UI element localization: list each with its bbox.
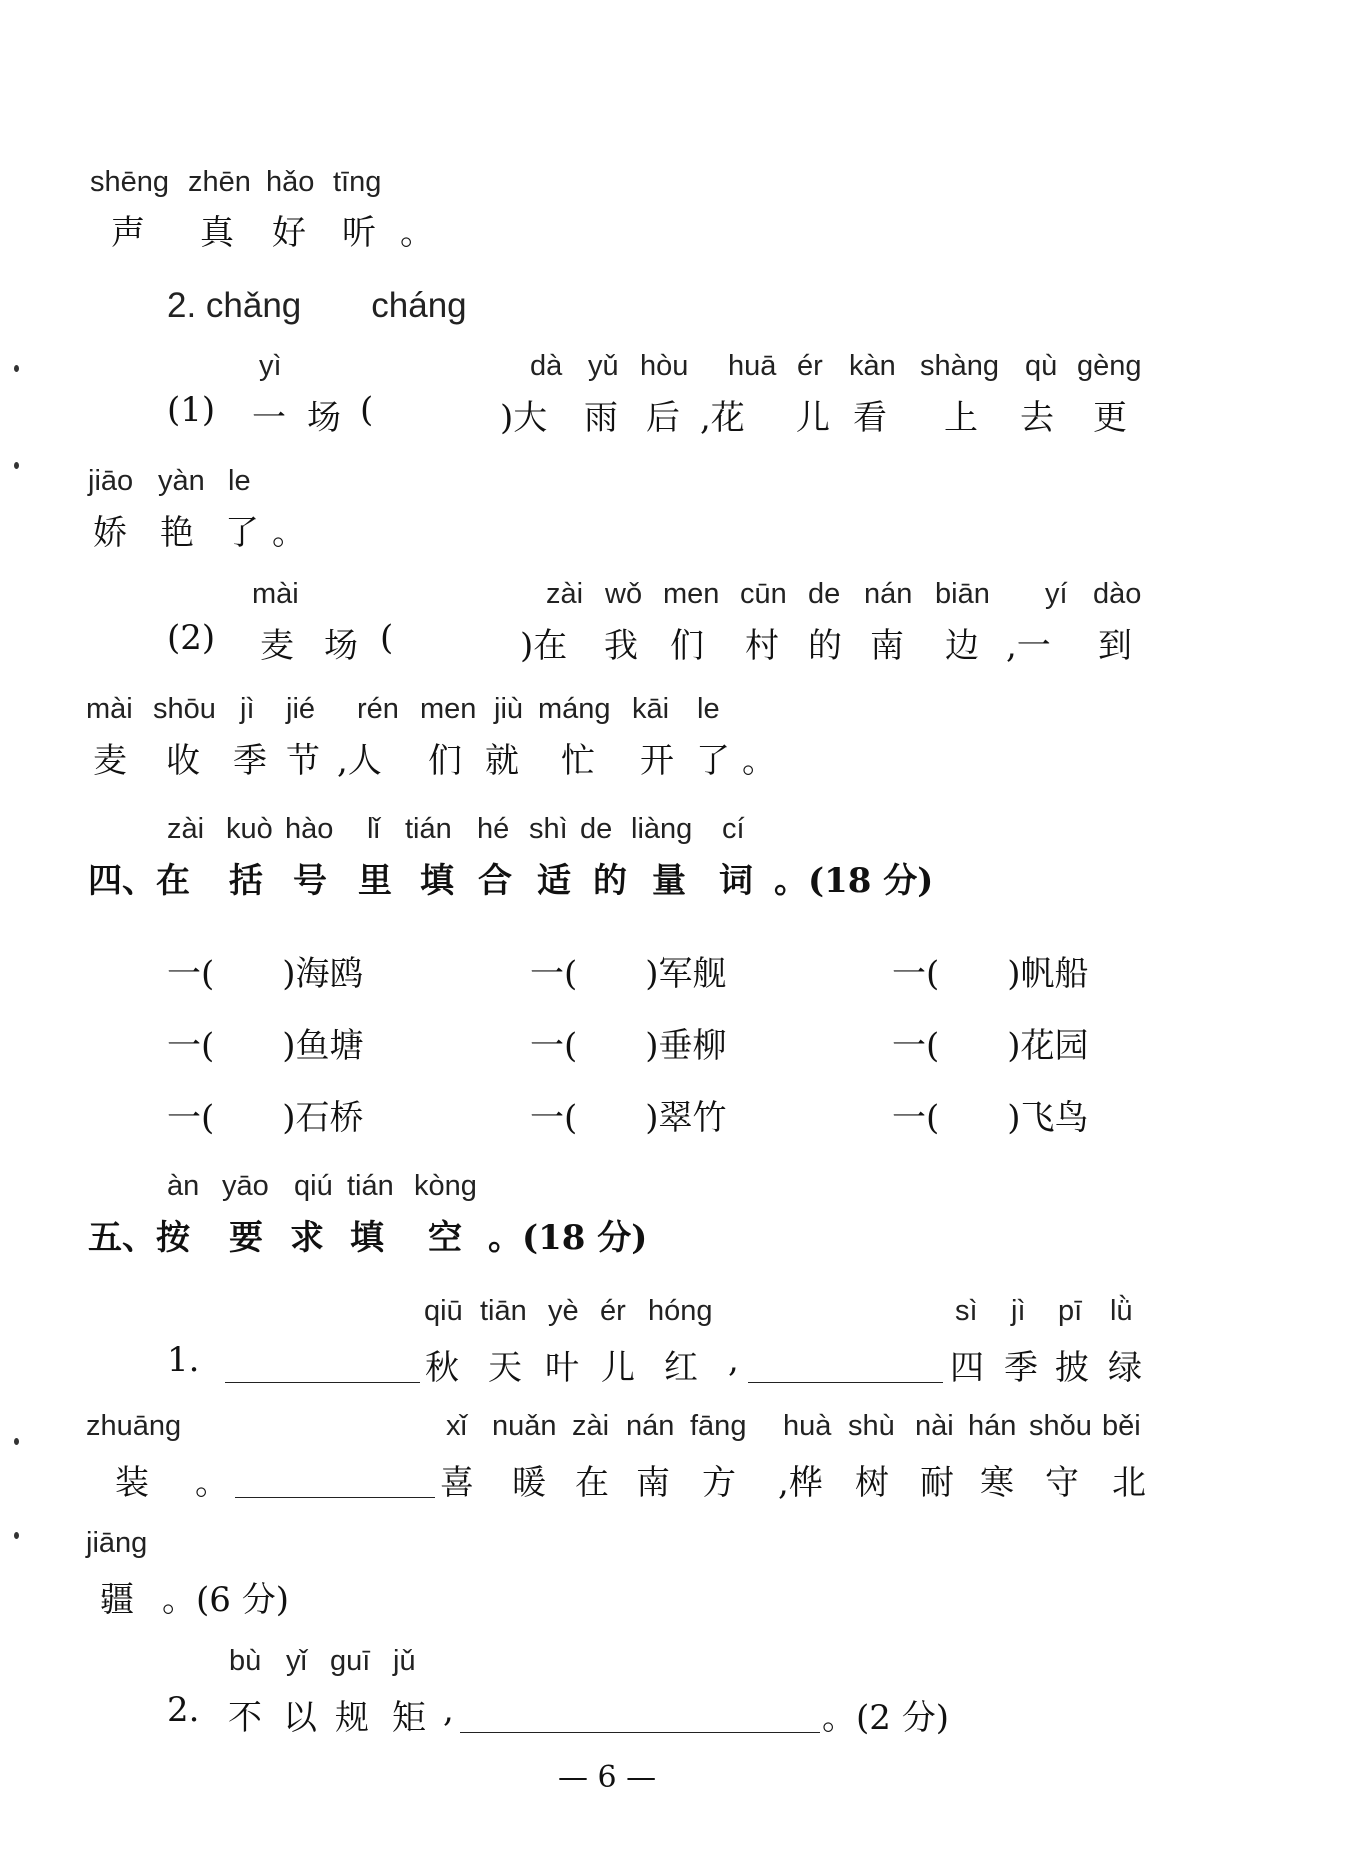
pinyin: bù	[229, 1645, 262, 1677]
pinyin: shēng	[90, 166, 170, 198]
hanzi: 看	[853, 398, 887, 438]
pinyin: hóng	[648, 1295, 713, 1327]
pinyin: yǔ	[588, 350, 619, 382]
pinyin: hǎo	[266, 166, 315, 198]
answer-blank[interactable]	[748, 1382, 943, 1383]
hanzi: 雨	[584, 398, 618, 438]
hanzi: 边	[945, 626, 979, 666]
pinyin: hòu	[640, 350, 689, 382]
hanzi: 节	[286, 741, 320, 781]
hanzi: 在	[575, 1463, 609, 1503]
pinyin: shàng	[920, 350, 1000, 382]
pinyin: pī	[1058, 1295, 1083, 1327]
section-title: 量	[652, 861, 686, 901]
hanzi: 绿	[1108, 1348, 1142, 1388]
pinyin: fāng	[690, 1410, 747, 1442]
pinyin: yè	[548, 1295, 579, 1327]
hanzi: ,	[443, 1690, 454, 1730]
pinyin: xǐ	[446, 1410, 467, 1442]
pinyin: àn	[167, 1170, 200, 1202]
pinyin: huā	[728, 350, 777, 382]
pinyin: biān	[935, 578, 990, 610]
hanzi: 树	[855, 1463, 889, 1503]
section-title: 里	[358, 861, 392, 901]
hanzi: 天	[488, 1348, 522, 1388]
hanzi: 就	[485, 741, 519, 781]
pinyin: men	[663, 578, 720, 610]
pinyin: shōu	[153, 693, 216, 725]
pinyin: nán	[626, 1410, 675, 1442]
section-title: 号	[293, 861, 327, 901]
pinyin: hé	[477, 813, 510, 845]
pinyin: huà	[783, 1410, 832, 1442]
score: 。(2 分)	[822, 1698, 949, 1738]
hanzi: 好	[272, 213, 306, 253]
hanzi: 秋	[425, 1348, 459, 1388]
answer-blank[interactable]	[235, 1497, 435, 1498]
hanzi: 去	[1020, 398, 1054, 438]
section-title: 的	[593, 861, 627, 901]
hanzi: 后	[646, 398, 680, 438]
hanzi: 红	[664, 1348, 698, 1388]
measure-word-item: 一( )石桥	[167, 1098, 364, 1138]
hanzi: 南	[870, 626, 904, 666]
pinyin: jié	[286, 693, 316, 725]
section-title: 合	[478, 861, 512, 901]
pinyin: zài	[572, 1410, 610, 1442]
section-title: 求	[290, 1218, 324, 1258]
pinyin: yì	[259, 350, 282, 382]
hanzi: 暖	[512, 1463, 546, 1503]
hanzi: 收	[166, 741, 200, 781]
hanzi: 了	[696, 741, 730, 781]
pinyin: guī	[330, 1645, 371, 1677]
hanzi: ,花	[700, 398, 745, 438]
hanzi: 更	[1093, 398, 1127, 438]
pinyin: tián	[347, 1170, 394, 1202]
pinyin: shì	[529, 813, 568, 845]
hanzi: 方	[702, 1463, 736, 1503]
hanzi: 不	[228, 1698, 262, 1738]
hanzi: 。	[195, 1463, 229, 1503]
answer-blank[interactable]	[225, 1382, 420, 1383]
hanzi: 声	[111, 213, 145, 253]
pinyin: jì	[240, 693, 255, 725]
pinyin: jiāng	[86, 1527, 148, 1559]
section-title: 填	[420, 861, 454, 901]
pinyin: wǒ	[605, 578, 643, 610]
pinyin: hán	[968, 1410, 1017, 1442]
pinyin: men	[420, 693, 477, 725]
hanzi: 上	[944, 398, 978, 438]
pinyin: zài	[167, 813, 205, 845]
pinyin: jǔ	[393, 1645, 416, 1677]
hanzi: 了	[225, 513, 259, 553]
pinyin: lǜ	[1110, 1295, 1133, 1327]
section-title: 。(18 分)	[488, 1218, 648, 1258]
hanzi: 听	[342, 213, 376, 253]
pinyin: hào	[285, 813, 334, 845]
question-number: 2.	[167, 1690, 200, 1730]
hanzi: 规	[335, 1698, 369, 1738]
pinyin: qù	[1025, 350, 1058, 382]
pinyin: kāi	[632, 693, 670, 725]
hanzi: 我	[604, 626, 638, 666]
pinyin: jiāo	[88, 465, 134, 497]
hanzi: 矩	[392, 1698, 426, 1738]
pinyin: qiú	[294, 1170, 333, 1202]
pinyin: gèng	[1077, 350, 1142, 382]
hanzi: 南	[636, 1463, 670, 1503]
pinyin: jiù	[494, 693, 524, 725]
pinyin: cūn	[740, 578, 787, 610]
page-number: — 6 —	[558, 1760, 657, 1795]
pinyin: zhuāng	[86, 1410, 182, 1442]
pinyin: tīng	[333, 166, 382, 198]
measure-word-item: 一( )帆船	[892, 954, 1089, 994]
pinyin: zhēn	[188, 166, 251, 198]
pinyin: ér	[797, 350, 823, 382]
hanzi: 喜	[440, 1463, 474, 1503]
question-number: 1.	[167, 1340, 200, 1380]
hanzi: 寒	[980, 1463, 1014, 1503]
hanzi: 四	[950, 1348, 984, 1388]
hanzi: 以	[283, 1698, 317, 1738]
pinyin: shǒu	[1029, 1410, 1092, 1442]
question-heading: 2. chǎng cháng	[167, 286, 467, 325]
section-title: 空	[428, 1218, 462, 1258]
margin-mark	[14, 365, 19, 372]
item-label: (2)	[167, 618, 216, 658]
hanzi: 场	[324, 626, 358, 666]
hanzi: 娇	[93, 513, 127, 553]
hanzi: 麦	[260, 626, 294, 666]
measure-word-item: 一( )翠竹	[530, 1098, 727, 1138]
pinyin: liàng	[631, 813, 693, 845]
pinyin: yí	[1045, 578, 1068, 610]
pinyin: mài	[86, 693, 133, 725]
measure-word-item: 一( )垂柳	[530, 1026, 727, 1066]
pinyin: kàn	[849, 350, 896, 382]
hanzi: 季	[233, 741, 267, 781]
hanzi: 儿	[601, 1348, 635, 1388]
pinyin: máng	[538, 693, 611, 725]
hanzi: 艳	[160, 513, 194, 553]
hanzi: 到	[1098, 626, 1132, 666]
section-title: 四、在	[88, 861, 190, 901]
pinyin: kòng	[414, 1170, 477, 1202]
hanzi: 披	[1055, 1348, 1089, 1388]
pinyin: dà	[530, 350, 563, 382]
pinyin: nán	[864, 578, 913, 610]
section-title: 要	[229, 1218, 263, 1258]
section-title: 。(18 分)	[774, 861, 934, 901]
margin-mark	[14, 1438, 19, 1445]
hanzi: )在	[520, 626, 568, 666]
hanzi: 装	[115, 1463, 149, 1503]
item-label: (1)	[167, 390, 216, 430]
hanzi: 。	[400, 213, 434, 253]
hanzi: 。	[742, 741, 776, 781]
hanzi: 守	[1045, 1463, 1079, 1503]
hanzi: (	[380, 618, 394, 658]
pinyin: le	[697, 693, 720, 725]
hanzi: 。	[272, 513, 306, 553]
hanzi: ,	[728, 1340, 739, 1380]
section-title: 词	[719, 861, 753, 901]
hanzi: (	[360, 390, 374, 430]
pinyin: nài	[915, 1410, 954, 1442]
pinyin: shù	[848, 1410, 895, 1442]
pinyin: zài	[546, 578, 584, 610]
hanzi: 的	[808, 626, 842, 666]
pinyin: dào	[1093, 578, 1142, 610]
hanzi: 一	[252, 398, 286, 438]
pinyin: yàn	[158, 465, 205, 497]
measure-word-item: 一( )花园	[892, 1026, 1089, 1066]
hanzi: ,桦	[778, 1463, 823, 1503]
hanzi: 真	[200, 213, 234, 253]
pinyin: cí	[722, 813, 745, 845]
pinyin: nuǎn	[492, 1410, 557, 1442]
pinyin: kuò	[226, 813, 273, 845]
pinyin: tiān	[480, 1295, 527, 1327]
pinyin: yāo	[222, 1170, 269, 1202]
measure-word-item: 一( )海鸥	[167, 954, 364, 994]
hanzi: 们	[428, 741, 462, 781]
pinyin: jì	[1011, 1295, 1026, 1327]
hanzi: ,一	[1006, 626, 1051, 666]
hanzi: 季	[1004, 1348, 1038, 1388]
pinyin: rén	[357, 693, 399, 725]
hanzi: 们	[670, 626, 704, 666]
hanzi: 村	[745, 626, 779, 666]
hanzi: )大	[500, 398, 548, 438]
answer-blank[interactable]	[460, 1732, 820, 1733]
pinyin: yǐ	[286, 1645, 307, 1677]
margin-mark	[14, 1532, 19, 1539]
pinyin: sì	[955, 1295, 978, 1327]
hanzi: 开	[640, 741, 674, 781]
pinyin: de	[580, 813, 613, 845]
hanzi: 北	[1112, 1463, 1146, 1503]
section-title: 填	[350, 1218, 384, 1258]
score: 。(6 分)	[162, 1580, 289, 1620]
pinyin: le	[228, 465, 251, 497]
section-title: 括	[229, 861, 263, 901]
measure-word-item: 一( )飞鸟	[892, 1098, 1089, 1138]
section-title: 五、按	[88, 1218, 190, 1258]
section-title: 适	[537, 861, 571, 901]
hanzi: 忙	[561, 741, 595, 781]
hanzi: 疆	[100, 1580, 134, 1620]
hanzi: 耐	[920, 1463, 954, 1503]
hanzi: ,人	[337, 741, 382, 781]
measure-word-item: 一( )军舰	[530, 954, 727, 994]
hanzi: 场	[307, 398, 341, 438]
pinyin: lǐ	[367, 813, 380, 845]
pinyin: tián	[405, 813, 452, 845]
hanzi: 叶	[545, 1348, 579, 1388]
margin-mark	[14, 462, 19, 469]
pinyin: ér	[600, 1295, 626, 1327]
hanzi: 儿	[796, 398, 830, 438]
measure-word-item: 一( )鱼塘	[167, 1026, 364, 1066]
pinyin: de	[808, 578, 841, 610]
pinyin: qiū	[424, 1295, 463, 1327]
hanzi: 麦	[93, 741, 127, 781]
pinyin: mài	[252, 578, 299, 610]
pinyin: běi	[1102, 1410, 1141, 1442]
